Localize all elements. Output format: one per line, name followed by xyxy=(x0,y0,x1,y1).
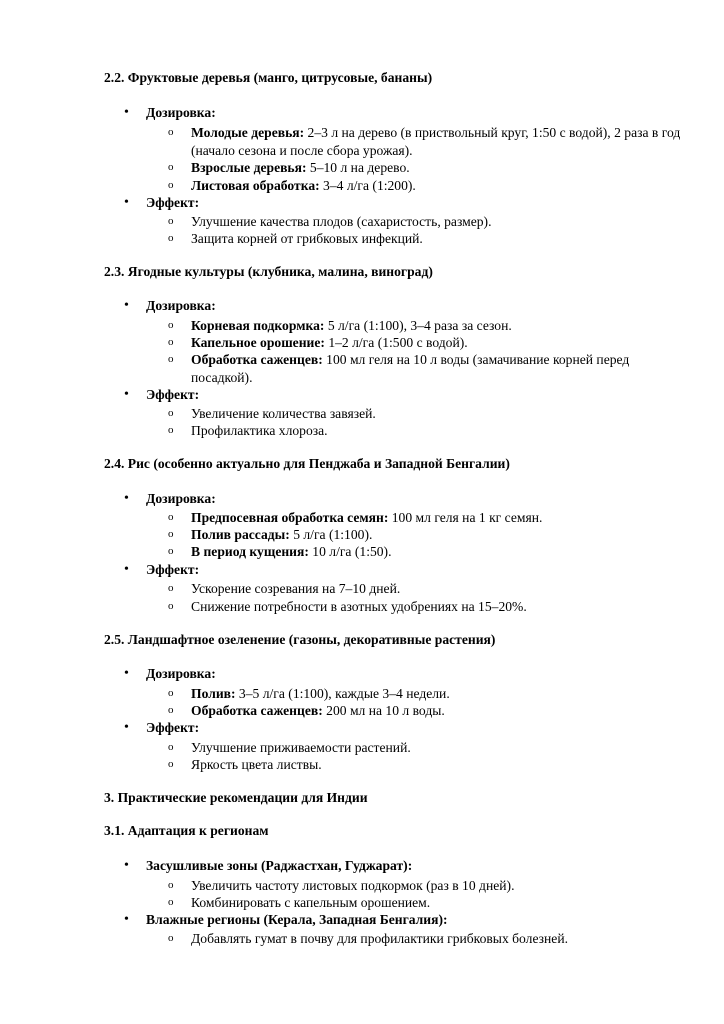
section-heading-2-4: 2.4. Рис (особенно актуально для Пенджаба и Западной Бенгалии) xyxy=(104,456,510,471)
section-heading-2-2: 2.2. Фруктовые деревья (манго, цитрусовые, бананы) xyxy=(104,70,433,85)
section-heading-3-1: 3.1. Адаптация к регионам xyxy=(104,823,269,838)
effect-label: Эффект: xyxy=(146,195,200,210)
section-heading-3: 3. Практические рекомендации для Индии xyxy=(104,790,368,805)
section-heading-2-3: 2.3. Ягодные культуры (клубника, малина, виноград) xyxy=(104,264,433,279)
document-page: 2.2. Фруктовые деревья (манго, цитрусовые, бананы) • Дозировка: o Молодые деревья: 2–3 л на дерево (в приствольный круг, 1:50 с водой), 2 раза в год (начало сезона и после сбора урожая). o Взрослые деревья: 5–10 л на дерево. o Листовая обработка: 3–4 л/га (1:200). • Эффект: o Улучшение качества плодов (сахаристость, размер). o Защита корней от грибковых инфекций. 2.3. Ягодные культуры (клубника, малина, виноград) • Дозировка: o Корневая подкормка: 5 л/га (1:100), 3–4 раза за сезон. o Капельное орошение: 1–2 л/га (1:500 с водой). o Обработка саженцев: 100 мл геля на 10 л воды (замачивание корней перед посадкой). • Эффект: o Увеличение количества завязей. o Профилактика хлороза. 2.4. Рис (особенно актуально для Пенджаба и Западной Бенгалии) • Дозировка: o Предпосевная обработка семян: 100 мл геля на 1 кг семян. o Полив рассады: 5 л/га (1:100). o В период кущения: 10 л/га (1:50). • Эффект: o Ускорение созревания на 7–10 дней. o Снижение потребности в азотных удобрениях на 15–20%. 2.5. Ландшафтное озеленение (газоны, декоративные растения) • Дозировка: o Полив: 3–5 л/га (1:100), каждые 3–4 недели. o Обработка саженцев: 200 мл на 10 л воды. • Эффект: o Улучшение приживаемости растений. o Яркость цвета листвы. 3. Практические рекомендации для Индии 3.1. Адаптация к регионам • Засушливые зоны (Раджастхан, Гуджарат): o Увеличить частоту листовых подкормок (раз в 10 дней). o Комбинировать с капельным орошением. • Влажные регионы (Керала, Западная Бенгалия): o Добавлять гумат в почву для профилактики грибковых болезней. xyxy=(104,70,681,946)
dosage-label: Дозировка: xyxy=(146,105,216,120)
bullet-marker: • xyxy=(124,105,129,120)
section-heading-2-5: 2.5. Ландшафтное озеленение (газоны, декоративные растения) xyxy=(104,632,496,647)
